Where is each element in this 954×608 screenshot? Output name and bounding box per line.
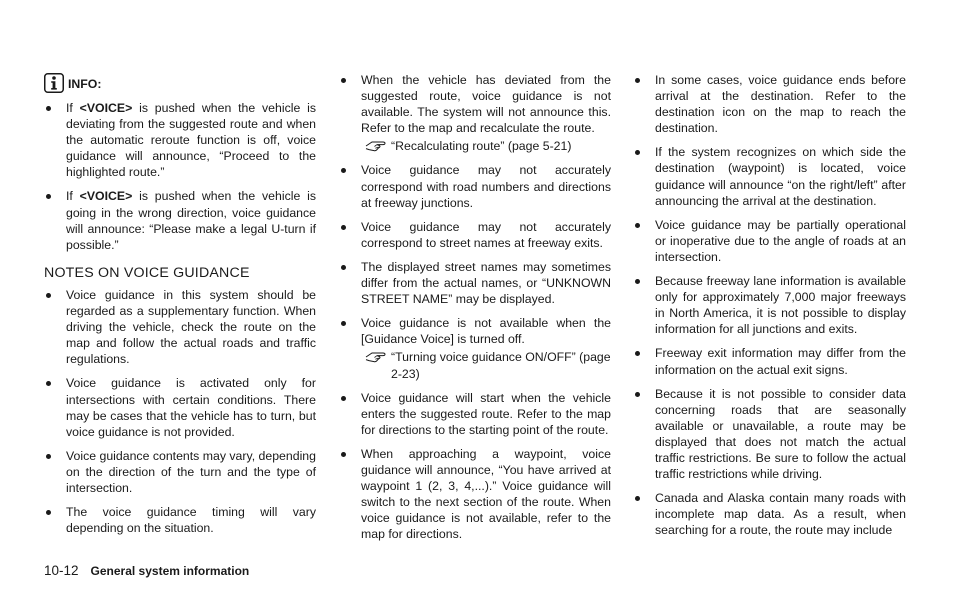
column-2: [339, 72, 611, 550]
notes-list-col2: [339, 72, 611, 542]
notes-list-col3: [633, 72, 906, 538]
page-reference: [365, 349, 611, 381]
reference-text: “Turning voice guidance ON/OFF” (page 2-23): [391, 350, 611, 381]
voice-button-name: <VOICE>: [79, 101, 133, 115]
list-item: Voice guidance contents may vary, depending on the direction of the turn and the type of intersection.: [44, 448, 316, 496]
list-item: Voice guidance is activated only for intersections with certain conditions. There may be cases that the vehicle has to turn, but voice guidance is not provided.: [44, 375, 316, 439]
list-item: Voice guidance will start when the vehicle enters the suggested route. Refer to the map for directions to the starting point of the route.: [339, 390, 611, 438]
list-item: Because freeway lane information is available only for approximately 7,000 major freeways in North America, it is not possible to display information for all junctions and exits.: [633, 273, 906, 337]
list-item: Canada and Alaska contain many roads with incomplete map data. As a result, when searching for a route, the route may include: [633, 490, 906, 538]
list-item: Because it is not possible to consider data concerning roads that are seasonally available or unavailable, a route may be displayed that does not match the actual traffic restrictions. Be sure to follow the actual traffic restrictions while driving.: [633, 386, 906, 483]
info-list: [44, 100, 316, 253]
list-item: When approaching a waypoint, voice guidance will announce, “You have arrived at waypoint 1 (2, 3, 4,...).” Voice guidance will switch to the next section of the route. When voice guidance is not available, refer to the map for directions.: [339, 446, 611, 543]
section-title: NOTES ON VOICE GUIDANCE: [44, 264, 250, 281]
list-item: Voice guidance may not accurately correspond with road numbers and directions at freeway junctions.: [339, 162, 611, 210]
list-item: The voice guidance timing will vary depending on the situation.: [44, 504, 316, 536]
list-item: In some cases, voice guidance ends before arrival at the destination. Refer to the destination icon on the map to reach the destination.: [633, 72, 906, 136]
info-header: [44, 72, 316, 96]
info-icon: [44, 73, 64, 93]
column-3: [633, 72, 906, 546]
list-item: If <VOICE> is pushed when the vehicle is going in the wrong direction, voice guidance will announce: “Please make a legal U-turn if possible.”: [44, 188, 316, 252]
column-1: [44, 72, 316, 544]
list-item: When the vehicle has deviated from the suggested route, voice guidance is not available. The system will not announce this. Refer to the map and recalculate the route. “Recalculating route” (page 5-21): [339, 72, 611, 154]
section-name: General system information: [90, 564, 250, 578]
reference-text: “Recalculating route” (page 5-21): [391, 139, 572, 154]
list-item: Voice guidance in this system should be regarded as a supplementary function. When driving the vehicle, check the route on the map and follow the actual roads and traffic regulations.: [44, 287, 316, 367]
list-item: Voice guidance may be partially operational or inoperative due to the angle of roads at an intersection.: [633, 217, 906, 265]
list-item: Freeway exit information may differ from the information on the actual exit signs.: [633, 345, 906, 377]
pointing-hand-icon: [365, 139, 387, 153]
list-item: If <VOICE> is pushed when the vehicle is deviating from the suggested route and when the automatic reroute function is off, voice guidance will announce, “Proceed to the highlighted route.”: [44, 100, 316, 180]
voice-button-name: <VOICE>: [79, 189, 133, 204]
page-number: 10-12: [44, 563, 79, 578]
list-item: Voice guidance may not accurately correspond to street names at freeway exits.: [339, 219, 611, 251]
list-item: Voice guidance is not available when the [Guidance Voice] is turned off. “Turning voice guidance ON/OFF” (page 2-23): [339, 315, 611, 381]
page-reference: [365, 138, 611, 154]
list-item: The displayed street names may sometimes differ from the actual names, or “UNKNOWN STREET NAME” may be displayed.: [339, 259, 611, 307]
page-footer: [44, 563, 249, 578]
info-title: INFO:: [68, 77, 102, 91]
pointing-hand-icon: [365, 350, 387, 364]
list-item: If the system recognizes on which side the destination (waypoint) is located, voice guidance will announce “on the right/left” after announcing the arrival at the destination.: [633, 144, 906, 208]
notes-list-col1: [44, 287, 316, 536]
